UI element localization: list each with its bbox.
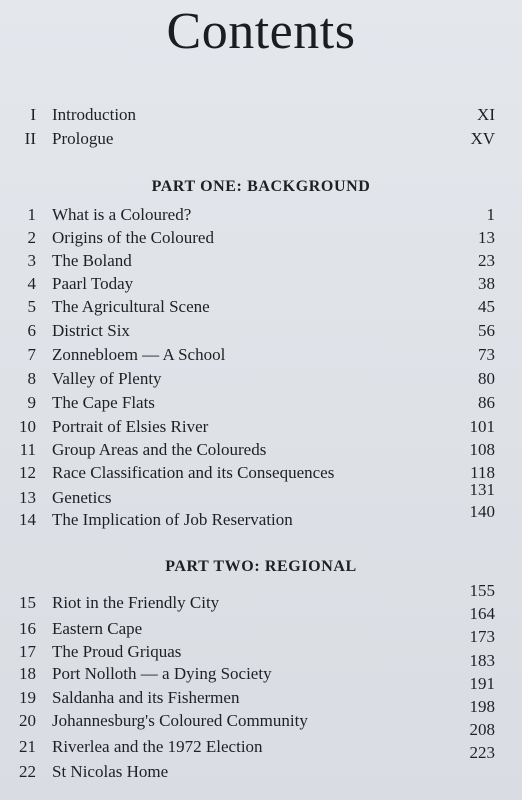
chapter-title: Valley of Plenty [52, 369, 162, 388]
chapter-title: Port Nolloth — a Dying Society [52, 664, 272, 683]
page-number: XV [470, 129, 495, 148]
page-number: 223 [469, 743, 495, 762]
toc-entry [0, 642, 522, 664]
chapter-number: 2 [27, 228, 36, 247]
toc-entry [0, 619, 522, 641]
chapter-title: Portrait of Elsies River [52, 417, 209, 436]
page-number: 38 [478, 274, 495, 293]
chapter-number: 14 [19, 510, 36, 529]
page-number: 73 [478, 345, 495, 364]
toc-entry [0, 762, 522, 784]
chapter-number: 5 [27, 297, 36, 316]
chapter-number: 19 [19, 688, 36, 707]
page-number: 13 [478, 228, 495, 247]
chapter-number: 9 [27, 393, 36, 412]
page-number: XI [477, 105, 495, 124]
part-two-heading: PART TWO: REGIONAL [165, 558, 357, 575]
toc-entry [0, 369, 522, 391]
toc-entry [0, 711, 522, 733]
chapter-title: The Boland [52, 251, 132, 270]
chapter-title: What is a Coloured? [52, 205, 192, 224]
page-number: 23 [478, 251, 495, 270]
chapter-title: Zonnebloem — A School [52, 345, 226, 364]
toc-entry [0, 463, 522, 485]
page-number: 108 [469, 440, 495, 459]
page-number: 191 [469, 674, 495, 693]
toc-entry [0, 393, 522, 415]
page-number: 155 [469, 581, 495, 600]
toc-entry [0, 274, 522, 296]
page-number: 198 [469, 697, 495, 716]
page-number: 140 [469, 502, 495, 521]
chapter-number: 21 [19, 737, 36, 756]
chapter-number: 13 [19, 488, 36, 507]
chapter-number: 6 [27, 321, 36, 340]
part-one-heading: PART ONE: BACKGROUND [151, 178, 371, 195]
chapter-title: The Proud Griquas [52, 642, 182, 661]
chapter-number: 20 [19, 711, 36, 730]
toc-entry [0, 228, 522, 250]
chapter-number: II [24, 129, 36, 148]
page-number: 45 [478, 297, 495, 316]
page-number: 80 [478, 369, 495, 388]
page-number: 183 [469, 651, 495, 670]
toc-entry [0, 664, 522, 686]
chapter-number: 7 [27, 345, 36, 364]
toc-entry [0, 480, 522, 510]
toc-entry [0, 417, 522, 439]
chapter-number: 17 [19, 642, 36, 661]
page-number: 118 [470, 463, 495, 482]
page-number: 56 [478, 321, 495, 340]
chapter-number: 11 [19, 440, 36, 459]
chapter-title: Eastern Cape [52, 619, 143, 638]
toc-entry [0, 440, 522, 462]
chapter-number: 15 [19, 593, 36, 612]
toc-entry [0, 345, 522, 367]
chapter-title: Prologue [52, 129, 114, 148]
chapter-number: 8 [27, 369, 36, 388]
chapter-title: District Six [52, 321, 130, 340]
toc-entry [0, 321, 522, 343]
page-number: 173 [469, 627, 495, 646]
chapter-title: Origins of the Coloured [52, 228, 214, 247]
chapter-number: 1 [27, 205, 36, 224]
page-number: 164 [469, 604, 495, 623]
page-number: 101 [469, 417, 495, 436]
page-title: Contents [166, 3, 356, 60]
toc-entry [0, 502, 522, 532]
toc-entry [0, 593, 522, 615]
toc-entry [0, 688, 522, 710]
chapter-number: 10 [19, 417, 36, 436]
chapter-title: The Implication of Job Reservation [52, 510, 293, 529]
toc-entry [0, 251, 522, 273]
chapter-title: Group Areas and the Coloureds [52, 440, 267, 459]
chapter-number: 16 [19, 619, 36, 638]
chapter-title: The Cape Flats [52, 393, 155, 412]
page-number: 208 [469, 720, 495, 739]
toc-entry [0, 737, 522, 759]
chapter-title: Saldanha and its Fishermen [52, 688, 240, 707]
toc-entry [0, 297, 522, 319]
chapter-number: 4 [27, 274, 36, 293]
chapter-title: Paarl Today [52, 274, 134, 293]
chapter-number: 22 [19, 762, 36, 781]
chapter-title: Race Classification and its Consequences [52, 463, 335, 482]
chapter-title: The Agricultural Scene [52, 297, 210, 316]
chapter-title: Johannesburg's Coloured Community [52, 711, 308, 730]
chapter-title: Riverlea and the 1972 Election [52, 737, 263, 756]
chapter-title: Introduction [52, 105, 137, 124]
chapter-title: Riot in the Friendly City [52, 593, 220, 612]
chapter-title: St Nicolas Home [52, 762, 169, 781]
chapter-number: 3 [27, 251, 36, 270]
page-number: 86 [478, 393, 495, 412]
page-number: 131 [469, 480, 495, 499]
chapter-number: I [30, 105, 36, 124]
toc-entry [0, 105, 522, 127]
toc-entry [0, 129, 522, 151]
chapter-number: 18 [19, 664, 36, 683]
chapter-number: 12 [19, 463, 36, 482]
chapter-title: Genetics [52, 488, 112, 507]
page-number: 1 [486, 205, 495, 224]
toc-entry [0, 205, 522, 227]
